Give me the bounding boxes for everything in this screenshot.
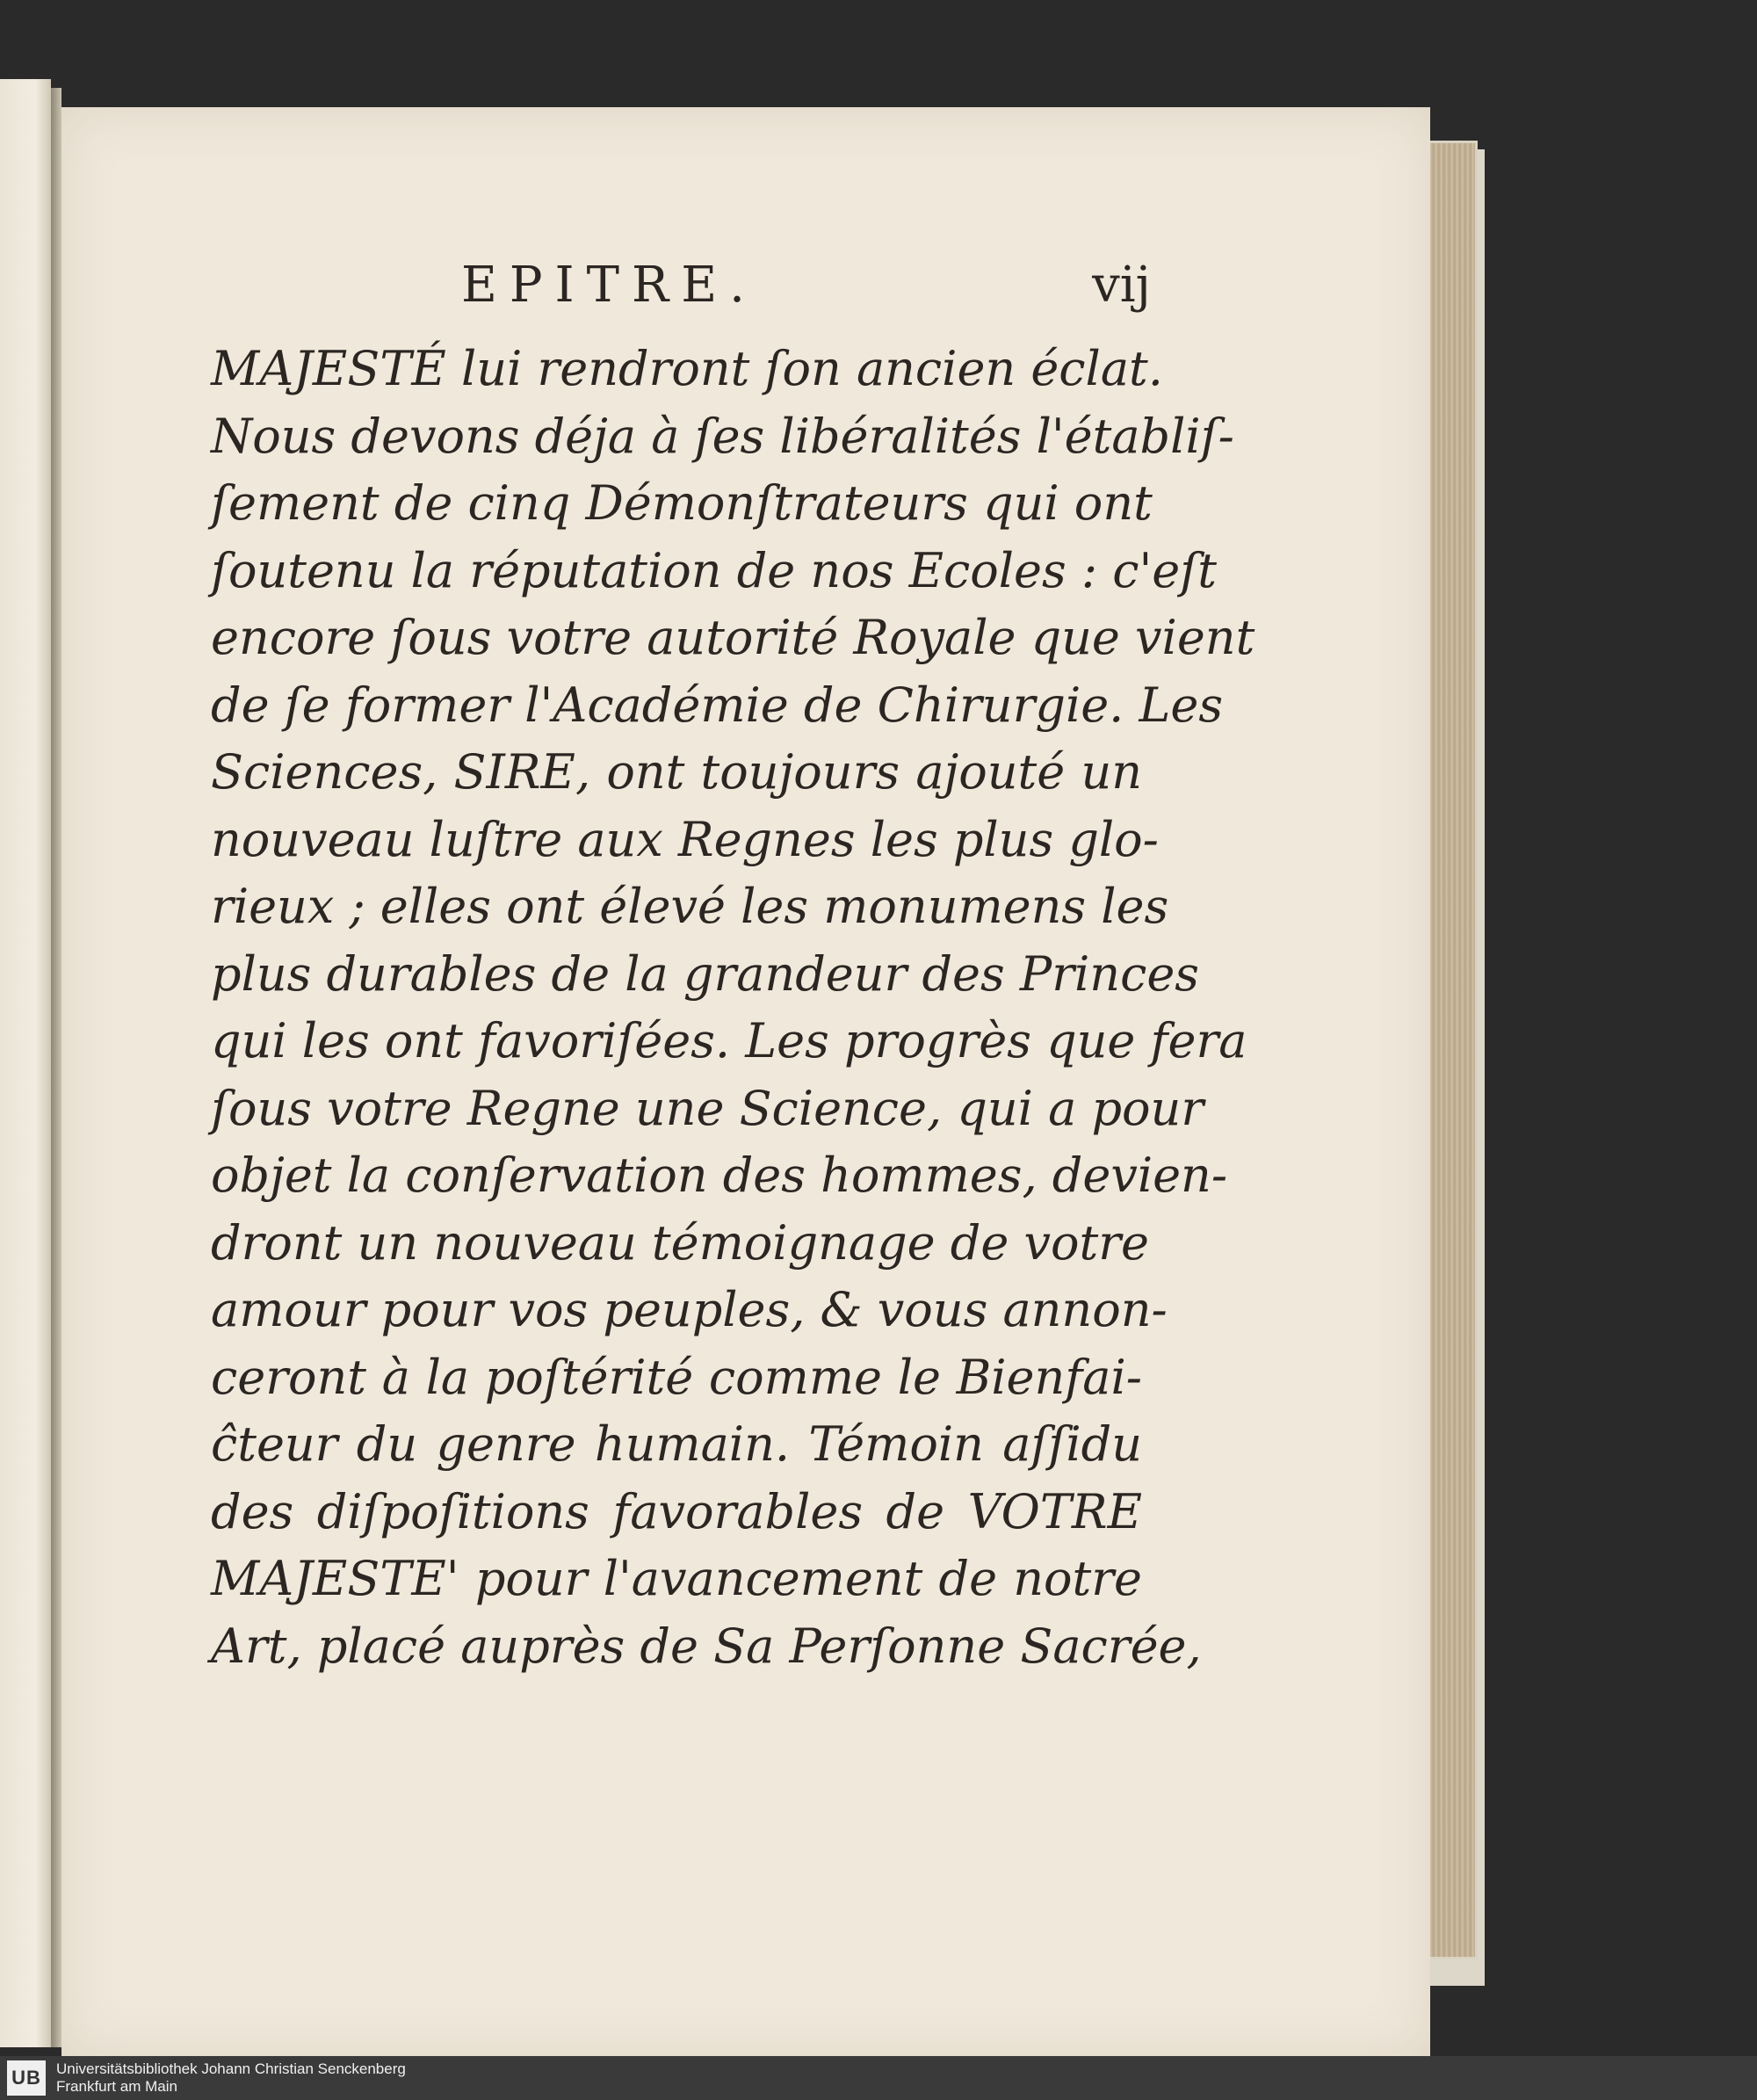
text-line: MAJESTÉ lui rendront ſon ancien éclat. (211, 341, 1163, 396)
library-logo: UB (7, 2060, 46, 2096)
running-head: EPITRE. (461, 257, 757, 314)
text-line: rieux ; elles ont élevé les monumens les (211, 879, 1169, 934)
text-line: ſement de cinq Démonſtrateurs qui ont (211, 475, 1153, 531)
text-line: des diſpoſitions favorables de VOTRE (211, 1483, 1142, 1539)
text-line: Sciences, SIRE, ont toujours ajouté un (211, 744, 1142, 800)
text-line: nouveau luſtre aux Regnes les plus glo- (211, 811, 1159, 867)
page-text (211, 239, 1255, 1680)
library-name (56, 2060, 406, 2096)
text-line: Art, placé auprès de Sa Perſonne Sacrée, (211, 1618, 1202, 1674)
text-line: ſoutenu la réputation de nos Ecoles : c'eſt (211, 542, 1217, 598)
text-line: ſous votre Regne une Science, qui a pour (211, 1080, 1204, 1136)
page-header (211, 239, 1151, 336)
text-line: objet la conſervation des hommes, devien- (211, 1148, 1228, 1203)
facing-page-edge (0, 79, 51, 2047)
book-page (61, 107, 1430, 2058)
text-line: dront un nouveau témoignage de votre (211, 1214, 1149, 1271)
library-name-line2: Frankfurt am Main (56, 2078, 177, 2095)
text-line: amour pour vos peuples, & vous annon- (211, 1282, 1168, 1337)
text-line: encore ſous votre autorité Royale que vient (211, 610, 1255, 665)
book-gutter (51, 88, 61, 2047)
text-line: MAJESTE' pour l'avancement de notre (211, 1551, 1142, 1606)
library-name-line1: Universitätsbibliothek Johann Christian Senckenberg (56, 2060, 406, 2077)
text-line: de ſe former l'Académie de Chirurgie. Les (211, 677, 1224, 733)
text-line: ĉteur du genre humain. Témoin aſſidu (211, 1416, 1142, 1472)
page-block-edge (1423, 141, 1478, 1959)
text-line: qui les ont favoriſées. Les progrès que fera (211, 1013, 1247, 1068)
text-line: plus durables de la grandeur des Princes (211, 945, 1199, 1002)
page-number: vij (1092, 257, 1151, 314)
text-line: ceront à la poſtérité comme le Bienfai- (211, 1349, 1142, 1405)
library-banner (0, 2056, 1757, 2100)
text-line: Nous devons déja à ſes libéralités l'établiſ- (211, 408, 1234, 464)
